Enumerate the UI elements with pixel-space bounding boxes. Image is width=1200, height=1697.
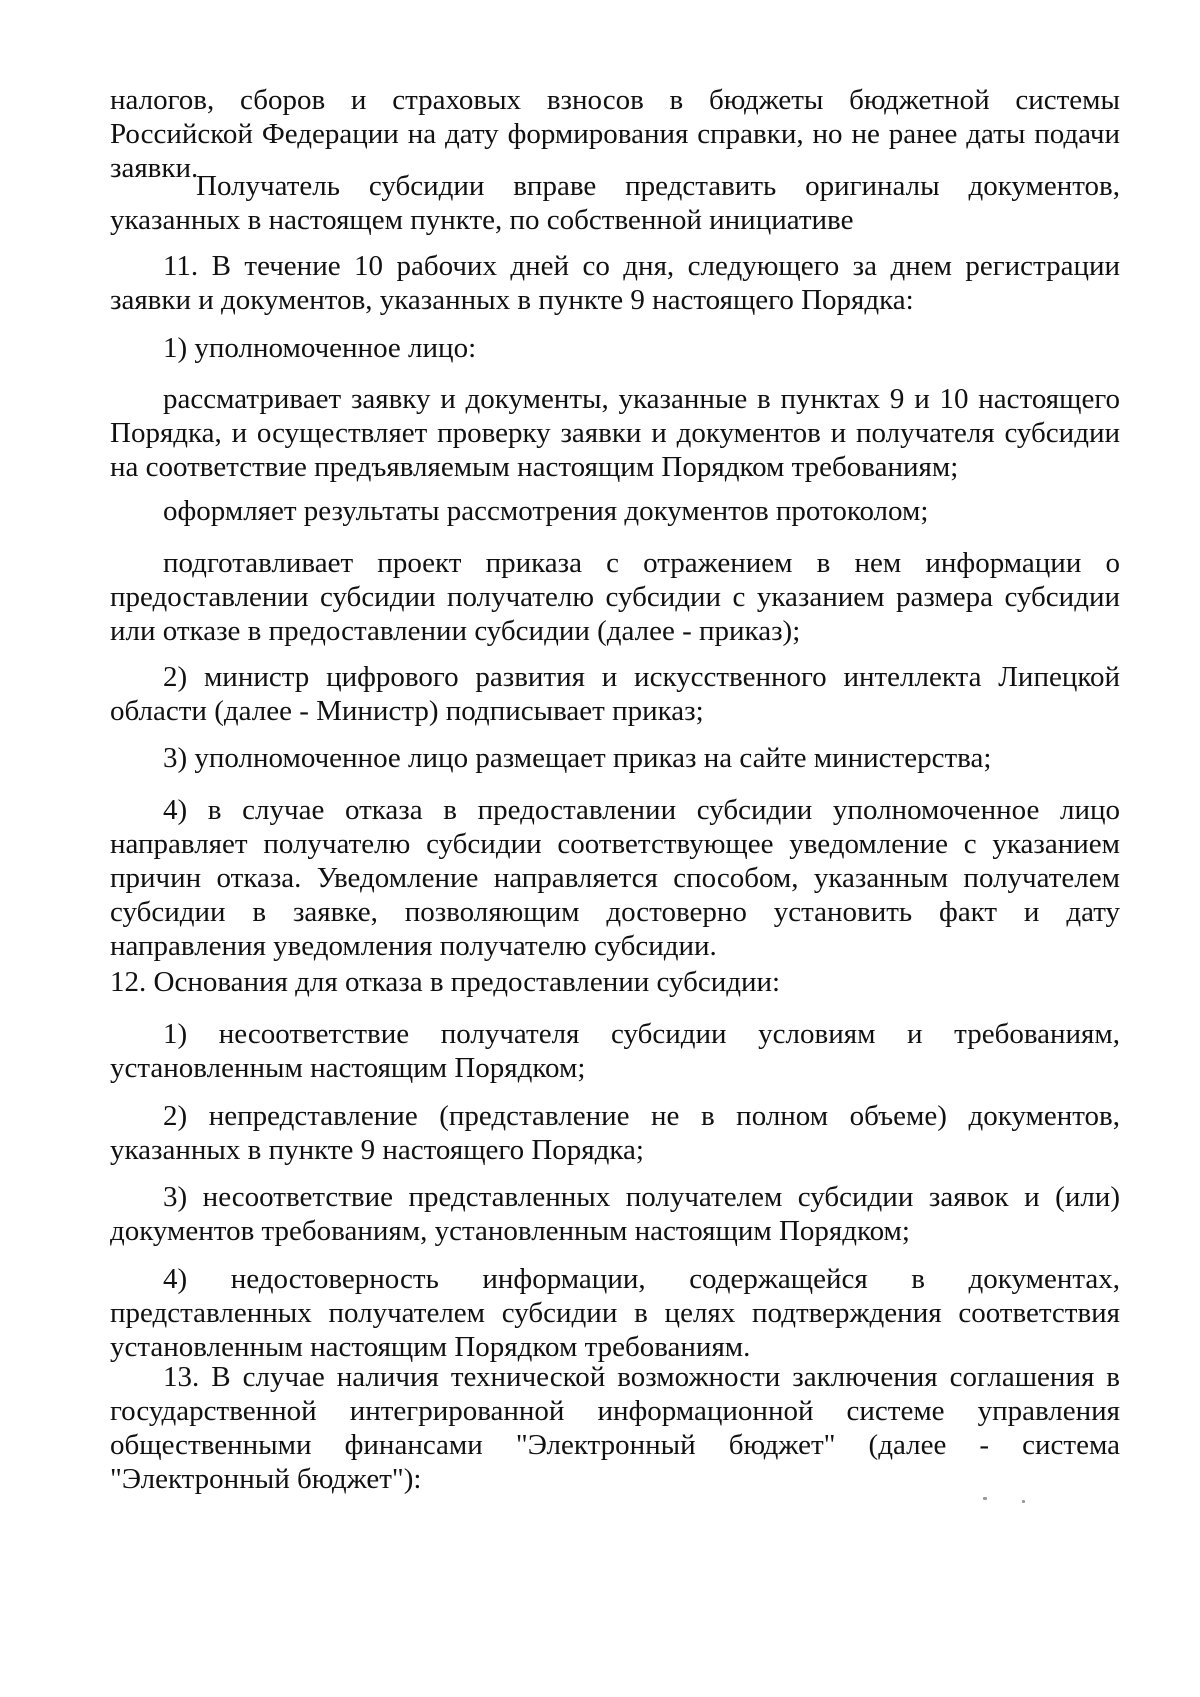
- paragraph-item-12-3: 3) несоответствие представленных получателем субсидии заявок и (или) документов требованиям, установленным настоящим Порядком;: [110, 1181, 1120, 1247]
- paragraph-item-12-1: 1) несоответствие получателя субсидии условиям и требованиям, установленным настоящим Порядком;: [110, 1018, 1120, 1084]
- paragraph-reviews-application: рассматривает заявку и документы, указанные в пунктах 9 и 10 настоящего Порядка, и осуществляет проверку заявки и документов и получателя субсидии на соответствие предъявляемым настоящим Порядком требованиям;: [110, 383, 1120, 483]
- paragraph-protocol: оформляет результаты рассмотрения документов протоколом;: [163, 495, 929, 527]
- paragraph-item-11-1: 1) уполномоченное лицо:: [163, 332, 477, 364]
- scan-speck: [1022, 1500, 1025, 1503]
- paragraph-draft-order: подготавливает проект приказа с отражением в нем информации о предоставлении субсидии получателю субсидии с указанием размера субсидии или отказе в предоставлении субсидии (далее - приказ);: [110, 547, 1120, 647]
- scan-speck: [983, 1497, 987, 1500]
- paragraph-item-11-2: 2) министр цифрового развития и искусственного интеллекта Липецкой области (далее - Министр) подписывает приказ;: [110, 661, 1120, 727]
- paragraph-item-11: 11. В течение 10 рабочих дней со дня, следующего за днем регистрации заявки и документов, указанных в пункте 9 настоящего Порядка:: [110, 250, 1120, 316]
- paragraph-item-12-4: 4) недостоверность информации, содержащейся в документах, представленных получателем субсидии в целях подтверждения соответствия установленным настоящим Порядком требованиям.: [110, 1263, 1120, 1363]
- paragraph-item-12-2: 2) непредставление (представление не в полном объеме) документов, указанных в пункте 9 настоящего Порядка;: [110, 1100, 1120, 1166]
- paragraph-item-11-4: 4) в случае отказа в предоставлении субсидии уполномоченное лицо направляет получателю субсидии соответствующее уведомление с указанием причин отказа. Уведомление направляется способом, указанным получателем субсидии в заявке, позволяющим достоверно установить факт и дату направления уведомления получателю субсидии.: [110, 794, 1120, 962]
- paragraph-continuation: налогов, сборов и страховых взносов в бюджеты бюджетной системы Российской Федерации на дату формирования справки, но не ранее даты подачи заявки.: [110, 84, 1120, 184]
- paragraph-item-11-3: 3) уполномоченное лицо размещает приказ на сайте министерства;: [163, 742, 992, 774]
- paragraph-item-13: 13. В случае наличия технической возможности заключения соглашения в государственной интегрированной информационной системе управления общественными финансами "Электронный бюджет" (далее - система "Электронный бюджет"):: [110, 1361, 1120, 1495]
- paragraph-item-12: 12. Основания для отказа в предоставлении субсидии:: [110, 966, 781, 998]
- paragraph-originals-note: Получатель субсидии вправе представить оригиналы документов, указанных в настоящем пункте, по собственной инициативе: [110, 170, 1120, 236]
